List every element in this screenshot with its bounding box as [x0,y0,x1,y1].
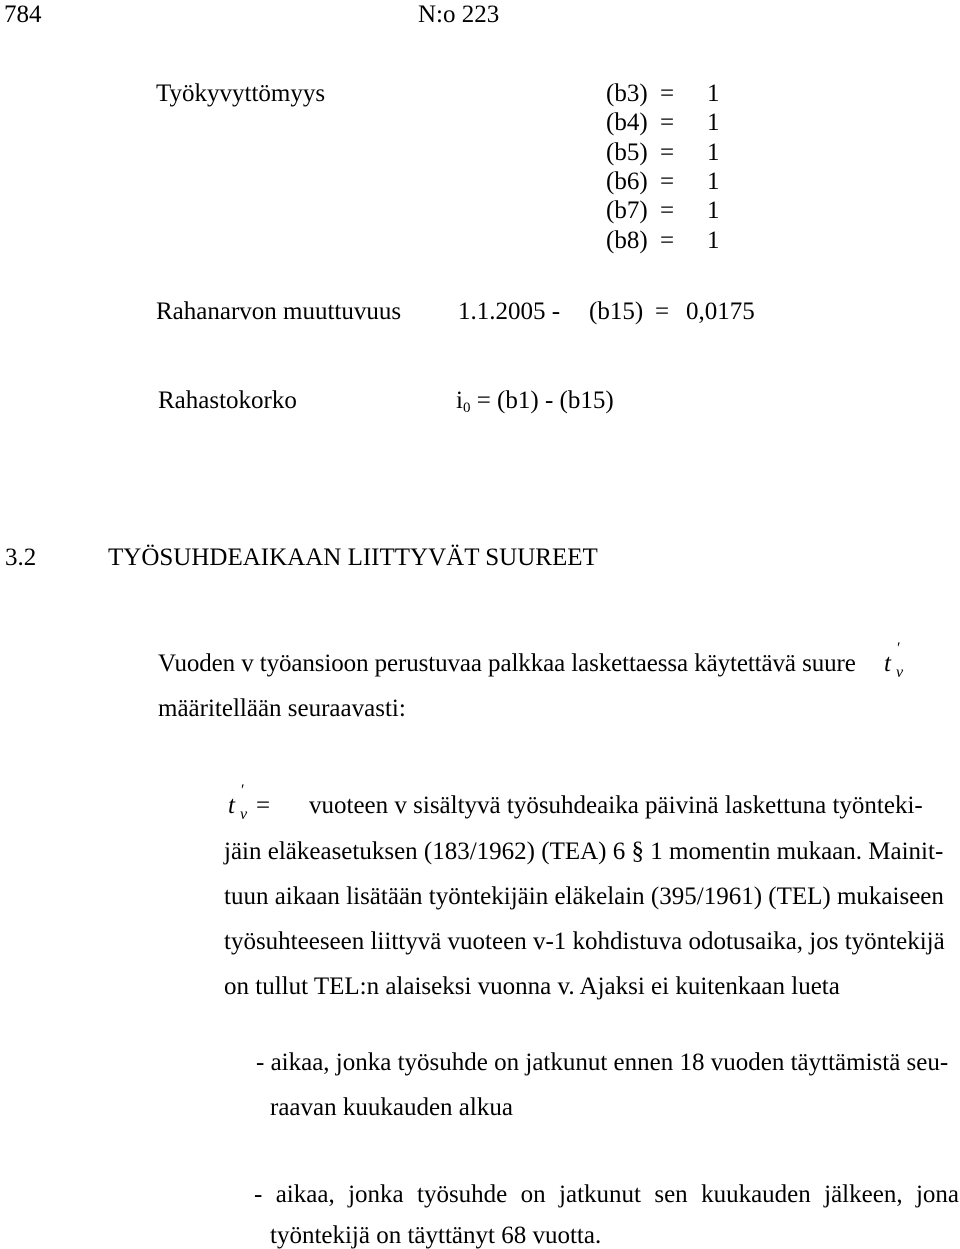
definition-equals: = [256,792,271,819]
tk-param: (b3) [606,80,648,107]
rahanarvo-param: (b15) [589,298,644,325]
tk-value: 1 [707,168,720,195]
rahanarvo-label: Rahanarvon muuttuvuus [156,298,402,325]
tk-param: (b6) [606,168,648,195]
rahastokorko-subscript: 0 [462,400,471,416]
tk-value: 1 [707,227,720,254]
definition-line-4: työsuhteeseen liittyvä vuoteen v-1 kohdistuva odotusaika, jos työntekijä [224,928,945,955]
tk-equals: = [660,139,675,166]
issue-number: N:o 223 [418,1,500,28]
tk-value: 1 [707,197,720,224]
definition-tv-symbol [228,782,248,823]
tv-letter: t [884,650,891,677]
tk-param: (b7) [606,197,648,224]
rahastokorko-expression: = (b1) - (b15) [476,387,614,414]
rahastokorko-formula [456,387,614,416]
section-title: TYÖSUHDEAIKAAN LIITTYVÄT SUUREET [108,544,598,571]
tk-equals: = [660,197,675,224]
rahastokorko-symbol: i [456,387,463,414]
tk-equals: = [660,80,675,107]
definition-line-1: vuoteen v sisältyvä työsuhdeaika päivinä laskettuna työnteki- [309,792,923,819]
section-number: 3.2 [5,544,37,571]
rahanarvo-date: 1.1.2005 - [458,298,561,325]
tk-equals: = [660,227,675,254]
tv-letter: t [228,792,235,819]
tk-equals: = [660,109,675,136]
tk-value: 1 [707,139,720,166]
tk-value: 1 [707,80,720,107]
tk-param: (b5) [606,139,648,166]
tk-param: (b4) [606,109,648,136]
tyokyvyttomyys-label: Työkyvyttömyys [156,80,326,107]
bullet-1-line-2: raavan kuukauden alkua [270,1094,513,1121]
tv-prime: ′ [897,640,901,657]
rahastokorko-label: Rahastokorko [158,387,297,414]
bullet-2-line-1: - aikaa, jonka työsuhde on jatkunut sen kuukauden jälkeen, jona [254,1181,959,1208]
tk-equals: = [660,168,675,195]
intro-line-2: määritellään seuraavasti: [158,695,406,722]
bullet-1-line-1: - aikaa, jonka työsuhde on jatkunut ennen 18 vuoden täyttämistä seu- [256,1049,949,1076]
tv-subscript: v [896,664,904,681]
intro-line-1: Vuoden v työansioon perustuvaa palkkaa laskettaessa käytettävä suure [158,650,856,677]
intro-tv-symbol [884,640,904,681]
tv-subscript: v [240,806,248,823]
definition-line-5: on tullut TEL:n alaiseksi vuonna v. Ajaksi ei kuitenkaan lueta [224,973,840,1000]
definition-line-2: jäin eläkeasetuksen (183/1962) (TEA) 6 § 1 momentin mukaan. Mainit- [224,838,944,865]
rahanarvo-equals: = [655,298,670,325]
tk-param: (b8) [606,227,648,254]
tv-prime: ′ [241,782,245,799]
bullet-2-line-2: työntekijä on täyttänyt 68 vuotta. [270,1222,602,1249]
definition-line-3: tuun aikaan lisätään työntekijäin eläkelain (395/1961) (TEL) mukaiseen [224,883,944,910]
tk-value: 1 [707,109,720,136]
page-number: 784 [4,1,42,28]
rahanarvo-value: 0,0175 [686,298,755,325]
